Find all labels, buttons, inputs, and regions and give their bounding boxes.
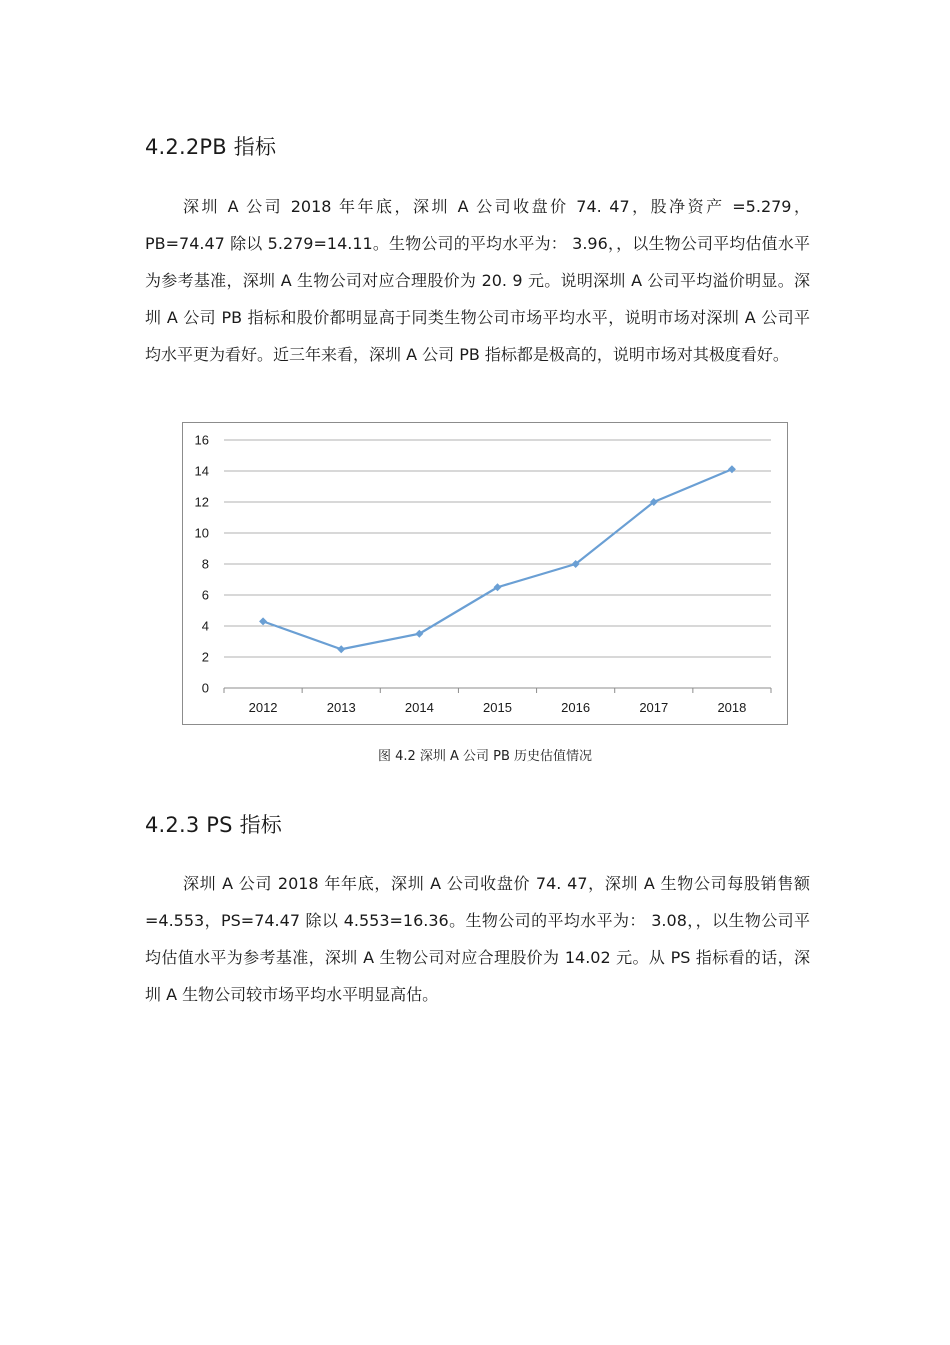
- y-tick-label: 6: [201, 587, 209, 603]
- y-tick-label: 0: [201, 680, 209, 696]
- section-heading-ps: 4.2.3 PS 指标: [145, 813, 282, 837]
- x-tick-label: 2015: [483, 700, 512, 715]
- data-point: [259, 617, 267, 625]
- y-tick-label: 8: [201, 556, 209, 572]
- pb-history-chart: [182, 422, 788, 725]
- section-heading-pb: 4.2.2PB 指标: [145, 135, 277, 159]
- x-tick-label: 2018: [717, 700, 747, 715]
- y-tick-label: 2: [201, 649, 209, 665]
- section-paragraph-pb: 深圳 A 公司 2018 年年底，深圳 A 公司收盘价 74. 47，股净资产 =5.279，PB=74.47 除以 5.279=14.11。生物公司的平均水平为： 3.96，，以生物公司平均估值水平为参考基准，深圳 A 生物公司对应合理股价为 20. 9 元。说明深圳 A 公司平均溢价明显。深圳 A 公司 PB 指标和股价都明显高于同类生物公司市场平均水平，说明市场对深圳 A 公司平均水平更为看好。近三年来看，深圳 A 公司 PB 指标都是极高的，说明市场对其极度看好。: [145, 197, 810, 364]
- y-tick-label: 4: [201, 618, 209, 634]
- y-tick-label: 16: [194, 432, 209, 448]
- pb-chart-svg: [183, 423, 787, 724]
- x-tick-label: 2017: [639, 700, 669, 715]
- y-tick-label: 12: [194, 494, 209, 510]
- section-paragraph-ps: 深圳 A 公司 2018 年年底，深圳 A 公司收盘价 74. 47，深圳 A 生物公司每股销售额 =4.553，PS=74.47 除以 4.553=16.36。生物公司的平均水平为： 3.08，，以生物公司平均估值水平为参考基准，深圳 A 生物公司对应合理股价为 14.02 元。从 PS 指标看的话，深圳 A 生物公司较市场平均水平明显高估。: [145, 874, 810, 1004]
- figure-caption: 图 4.2 深圳 A 公司 PB 历史估值情况: [377, 749, 593, 764]
- x-tick-label: 2016: [561, 700, 591, 715]
- x-tick-label: 2014: [404, 700, 434, 715]
- x-tick-label: 2012: [248, 700, 278, 715]
- series-line: [263, 469, 732, 649]
- data-point: [728, 465, 736, 473]
- data-point: [337, 645, 345, 653]
- y-tick-label: 10: [194, 525, 209, 541]
- x-tick-label: 2013: [326, 700, 356, 715]
- y-tick-label: 14: [194, 463, 209, 479]
